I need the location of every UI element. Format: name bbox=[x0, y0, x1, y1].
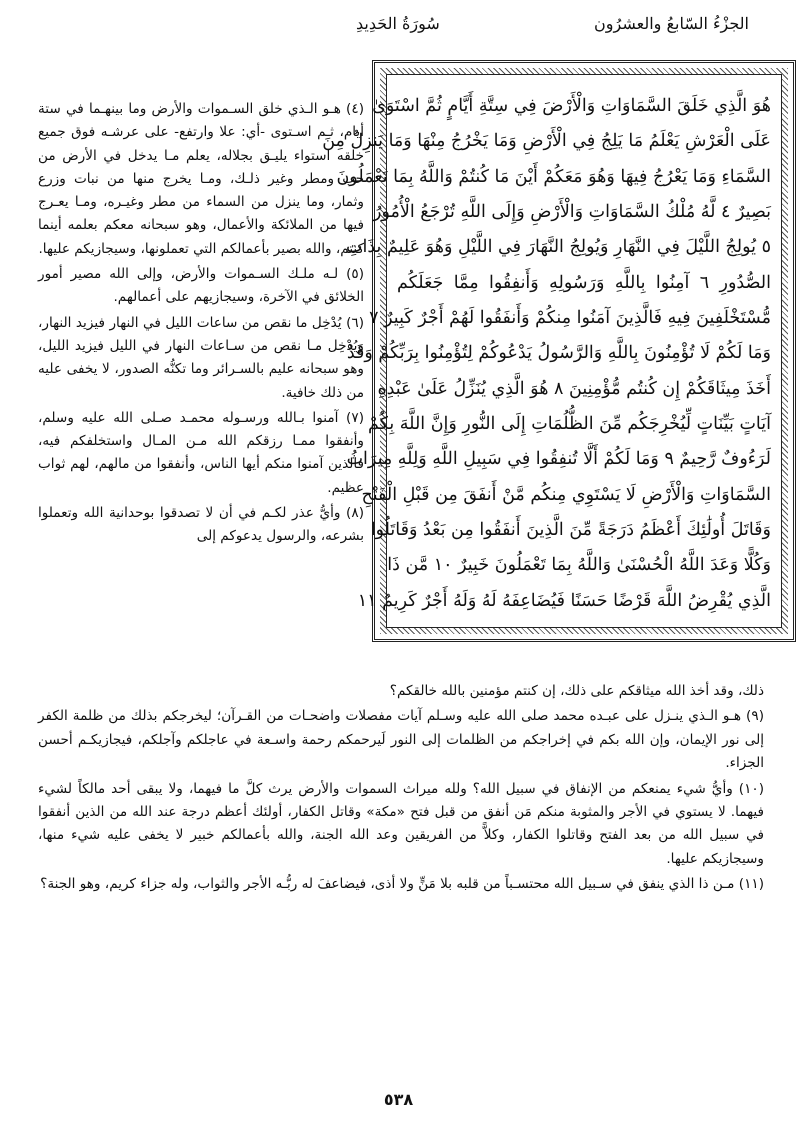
quran-line: آيَاتٍ بَيِّنَاتٍ لِّيُخْرِجَكُم مِّنَ الظُّلُمَاتِ إِلَى النُّورِ وَإِنَّ اللَّهَ بِكُمْ bbox=[368, 414, 771, 435]
tafsir-paragraph: (١٠) وأيُّ شيء يمنعكم من الإنفاق في سبيل الله؟ ولله ميراث السموات والأرض يرث كلَّ ما فيهما، ولا يبقى أحد مالكاً لشيء فيهما. لا يستوي في الأجر والمثوبة منكم مَن أنفق من قبل فتح «مكة» وقاتل الكفار، أولئك أعظم درجة عند الله من الذين أنفقوا في سبيل الله من بعد الفتح وقاتلوا الكفار، وكلاًّ من الفريقين وعد الله الجنة، والله بأعمالكم خبير لا يخفى عليه شيء منها، وسيجازيكم عليها. bbox=[38, 780, 764, 867]
tafsir-paragraph: (٤) هـو الـذي خلق السـموات والأرض وما بينهـما في ستة أيام، ثـم اسـتوى -أي: علا وارتفع- على عرشـه فوق جميع خلقه استواء يليـق بجلاله، يعلم مـا يدخل في الأرض من حب ومطر وغير ذلـك، ومـا يخرج منها من نبات وزرع وثمار، وما ينزل من السماء من مطر وغيـره، ومـا يعـرج فيها من الملائكة والأعمال، وهو سبحانه معكم بعلمه أينما كنتم، والله بصير بأعمالكم التي تعملونها، وسيجازيكم عليها. bbox=[38, 101, 364, 257]
tafsir-paragraph: (٩) هـو الـذي ينـزل على عبـده محمد صلى الله عليه وسـلم آيات مفصلات واضحـات من القـرآن؛ ليخرجكم بذلك من ظلمة الكفر إلى نور الإيمان، وإن الله بكم في إخراجكم من الظلمات إلى النور لَيرحمكم رحمة واسـعة في عاجلكم وآجلكم، فيجازيكـم أحسن الجزاء. bbox=[38, 708, 764, 772]
juz-header: الجزْءُ السّابعُ والعشرُون bbox=[594, 14, 749, 33]
quran-line: ٥ يُولِجُ اللَّيْلَ فِي النَّهَارِ وَيُولِجُ النَّهَارَ فِي اللَّيْلِ وَهُوَ عَلِيمٌ بِذَاتِ bbox=[346, 237, 771, 258]
quran-line: وَقَاتَلَ أُولَٰئِكَ أَعْظَمُ دَرَجَةً مِّنَ الَّذِينَ أَنفَقُوا مِن بَعْدُ وَقَاتَلُوا bbox=[370, 520, 771, 541]
tafsir-paragraph: (٧) آمنوا بـالله ورسـوله محمـد صـلى الله عليه وسلم، وأنفقوا ممـا رزقكم الله مـن المـال واستخلفكم فيه، فالذين آمنوا منكم أيها الناس، وأنفقوا من مالهم، لهم ثواب عظيم. bbox=[38, 409, 364, 496]
quran-line: الَّذِي يُقْرِضُ اللَّهَ قَرْضًا حَسَنًا فَيُضَاعِفَهُ لَهُ وَلَهُ أَجْرٌ كَرِيمٌ ١١ bbox=[357, 590, 771, 611]
quran-line: أَخَذَ مِيثَاقَكُمْ إِن كُنتُم مُّؤْمِنِينَ ٨ هُوَ الَّذِي يُنَزِّلُ عَلَىٰ عَبْدِهِ bbox=[377, 378, 771, 399]
tafsir-paragraph: (٥) لـه ملـك السـموات والأرض، وإلى الله مصير أمور الخلائق في الآخرة، وسيجازيهم على أعمالهم. bbox=[38, 266, 364, 306]
quran-line: وَكُلًّا وَعَدَ اللَّهُ الْحُسْنَىٰ وَاللَّهُ بِمَا تَعْمَلُونَ خَبِيرٌ ١٠ مَّن ذَا bbox=[387, 555, 771, 576]
tafsir-paragraph: (١١) مـن ذا الذي ينفق في سـبيل الله محتسـباً من قلبه بلا مَنٍّ ولا أذى، فيضاعفَ له ربُّـه الأجر والثواب، وله جزاء كريم، وهو الجنة؟ bbox=[40, 876, 764, 893]
quran-line: مُّسْتَخْلَفِينَ فِيهِ فَالَّذِينَ آمَنُوا مِنكُمْ وَأَنفَقُوا لَهُمْ أَجْرٌ كَبِيرٌ ٧ bbox=[369, 308, 771, 329]
page-number: ٥٣٨ bbox=[383, 1090, 414, 1109]
quran-line: عَلَى الْعَرْشِ يَعْلَمُ مَا يَلِجُ فِي الْأَرْضِ وَمَا يَخْرُجُ مِنْهَا وَمَا يَنزِلُ مِنَ bbox=[322, 131, 771, 152]
quran-line: بَصِيرٌ ٤ لَّهُ مُلْكُ السَّمَاوَاتِ وَالْأَرْضِ وَإِلَى اللَّهِ تُرْجَعُ الْأُمُورُ bbox=[373, 202, 771, 223]
tafsir-full-width bbox=[38, 680, 764, 899]
tafsir-column bbox=[38, 98, 364, 551]
tafsir-paragraph: (٦) يُدْخِل ما نقص من ساعات الليل في النهار فيزيد النهار، ويُدْخِل مـا نقص من سـاعات النهار في الليل فيزيد الليل، وهو سبحانه عليم بالسـرائر وما تكنُّه الصدور، لا يخفى عليه من ذلك خافية. bbox=[38, 314, 364, 401]
quran-line: لَرَءُوفٌ رَّحِيمٌ ٩ وَمَا لَكُمْ أَلَّا تُنفِقُوا فِي سَبِيلِ اللَّهِ وَلِلَّهِ مِيرَاثُ bbox=[346, 449, 771, 470]
quran-line: الصُّدُورِ ٦ آمِنُوا بِاللَّهِ وَرَسُولِهِ وَأَنفِقُوا مِمَّا جَعَلَكُم bbox=[397, 272, 771, 293]
tafsir-paragraph: (٨) وأيُّ عذر لكـم في أن لا تصدقوا بوحدانية الله وتعملوا بشرعه، والرسول يدعوكم إلى bbox=[38, 505, 364, 545]
quran-line: السَّمَاوَاتِ وَالْأَرْضِ لَا يَسْتَوِي مِنكُم مَّنْ أَنفَقَ مِن قَبْلِ الْفَتْحِ bbox=[361, 484, 771, 505]
quran-line: هُوَ الَّذِي خَلَقَ السَّمَاوَاتِ وَالْأَرْضَ فِي سِتَّةِ أَيَّامٍ ثُمَّ اسْتَوَىٰ bbox=[372, 96, 771, 116]
quran-line: وَمَا لَكُمْ لَا تُؤْمِنُونَ بِاللَّهِ وَالرَّسُولُ يَدْعُوكُمْ لِتُؤْمِنُوا بِرَبِّكُمْ وَقَدْ bbox=[346, 343, 771, 364]
quran-line: السَّمَاءِ وَمَا يَعْرُجُ فِيهَا وَهُوَ مَعَكُمْ أَيْنَ مَا كُنتُمْ وَاللَّهُ بِمَا تَعْمَلُونَ bbox=[336, 166, 771, 187]
quran-frame-border bbox=[322, 68, 788, 634]
tafsir-paragraph: ذلك، وقد أخذ الله ميثاقكم على ذلك، إن كنتم مؤمنين بالله خالقكم؟ bbox=[389, 683, 764, 699]
quran-text bbox=[322, 74, 782, 628]
quran-frame bbox=[322, 60, 796, 642]
surah-header: سُورَةُ الحَدِيدِ bbox=[356, 14, 440, 33]
